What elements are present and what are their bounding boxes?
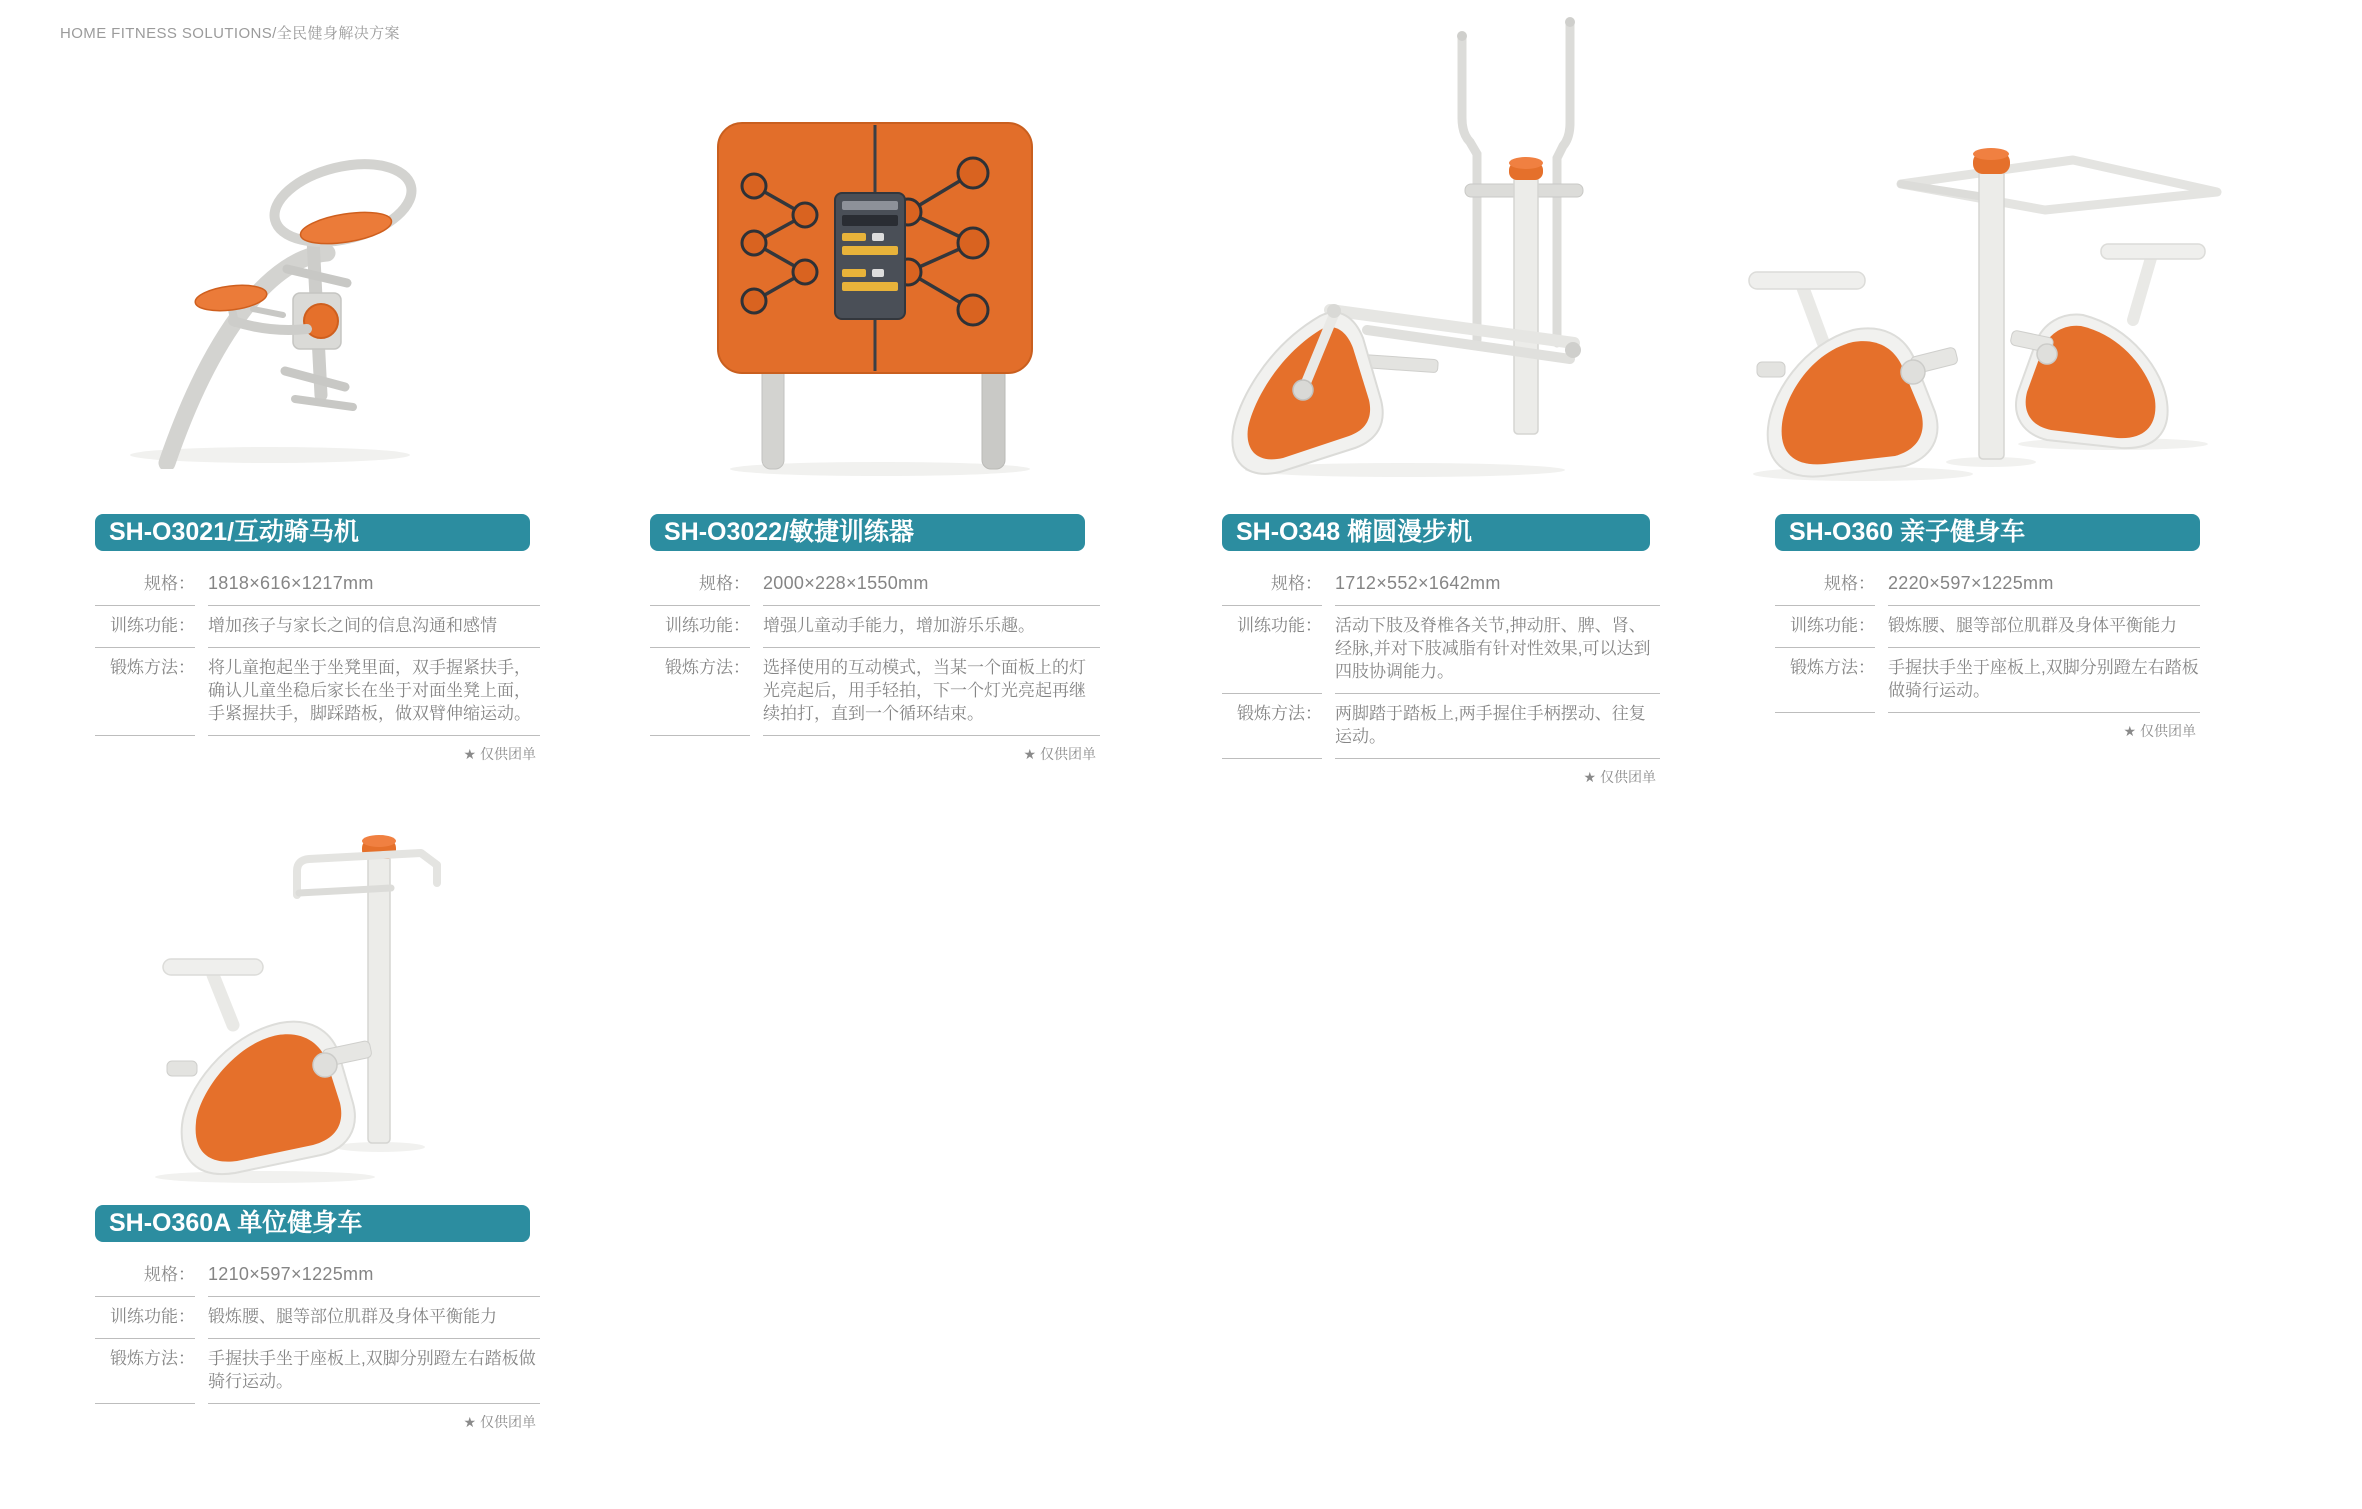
method-label: 锻炼方法： (1222, 694, 1322, 759)
method-label: 锻炼方法： (650, 648, 750, 736)
page-header: HOME FITNESS SOLUTIONS/全民健身解决方案 (60, 25, 400, 42)
product-title-bar: SH-O3022/敏捷训练器 (650, 514, 1085, 551)
method-row (1775, 648, 2200, 713)
training-label: 训练功能： (650, 606, 750, 648)
spec-label: 规格： (95, 564, 195, 606)
parent-child-bike-illustration (1743, 112, 2223, 482)
single-unit-bike-illustration (85, 803, 455, 1183)
method-value: 手握扶手坐于座板上,双脚分别蹬左右踏板做骑行运动。 (208, 1339, 540, 1404)
spec-row (95, 564, 540, 606)
product-image-riding-machine (95, 80, 540, 514)
product-image-agility-trainer (650, 80, 1100, 514)
training-label: 训练功能： (1775, 606, 1875, 648)
spec-label: 规格： (95, 1255, 195, 1297)
spec-value: 2000×228×1550mm (763, 564, 1100, 606)
group-order-note: ★ 仅供团单 (1023, 746, 1096, 762)
spec-row (1775, 564, 2200, 606)
spec-value: 1712×552×1642mm (1335, 564, 1660, 606)
spec-table (95, 564, 540, 764)
product-card-sh-o360a (95, 771, 540, 1432)
spec-row (650, 564, 1100, 606)
method-row (650, 648, 1100, 736)
product-title-bar: SH-O348 椭圆漫步机 (1222, 514, 1650, 551)
spec-value: 2220×597×1225mm (1888, 564, 2200, 606)
training-row (95, 1297, 540, 1339)
spec-table (1222, 564, 1660, 787)
training-value: 活动下肢及脊椎各关节,抻动肝、脾、肾、经脉,并对下肢减脂有针对性效果,可以达到四肢协调能力。 (1335, 606, 1660, 694)
training-row (95, 606, 540, 648)
method-value: 手握扶手坐于座板上,双脚分别蹬左右踏板做骑行运动。 (1888, 648, 2200, 713)
training-label: 训练功能： (95, 606, 195, 648)
product-title-bar: SH-O3021/互动骑马机 (95, 514, 530, 551)
training-row (1222, 606, 1660, 694)
method-row (95, 648, 540, 736)
method-row (1222, 694, 1660, 759)
method-row (95, 1339, 540, 1404)
spec-row (1222, 564, 1660, 606)
product-image-parent-child-bike (1775, 80, 2200, 514)
spec-label: 规格： (1222, 564, 1322, 606)
product-card-sh-o3022 (650, 80, 1100, 764)
method-label: 锻炼方法： (95, 648, 195, 736)
group-order-note: ★ 仅供团单 (1583, 769, 1656, 785)
spec-table (1775, 564, 2200, 741)
training-label: 训练功能： (1222, 606, 1322, 694)
training-value: 锻炼腰、腿等部位肌群及身体平衡能力 (1888, 606, 2200, 648)
training-value: 增加孩子与家长之间的信息沟通和感情 (208, 606, 540, 648)
elliptical-walker-illustration (1225, 8, 1650, 478)
spec-label: 规格： (1775, 564, 1875, 606)
training-label: 训练功能： (95, 1297, 195, 1339)
group-order-note: ★ 仅供团单 (463, 1414, 536, 1430)
method-value: 选择使用的互动模式，当某一个面板上的灯光亮起后，用手轻拍，下一个灯光亮起再继续拍打，直到一个循环结束。 (763, 648, 1100, 736)
product-card-sh-o360 (1775, 80, 2200, 741)
spec-label: 规格： (650, 564, 750, 606)
method-label: 锻炼方法： (1775, 648, 1875, 713)
spec-value: 1210×597×1225mm (208, 1255, 540, 1297)
training-value: 锻炼腰、腿等部位肌群及身体平衡能力 (208, 1297, 540, 1339)
agility-trainer-illustration (690, 87, 1050, 477)
training-value: 增强儿童动手能力，增加游乐乐趣。 (763, 606, 1100, 648)
spec-row (95, 1255, 540, 1297)
riding-machine-illustration (95, 99, 445, 469)
method-value: 两脚踏于踏板上,两手握住手柄摆动、往复运动。 (1335, 694, 1660, 759)
product-card-sh-o348 (1222, 80, 1660, 787)
product-title-bar: SH-O360A 单位健身车 (95, 1205, 530, 1242)
method-value: 将儿童抱起坐于坐凳里面，双手握紧扶手，确认儿童坐稳后家长在坐于对面坐凳上面，手紧握扶手，脚踩踏板，做双臂伸缩运动。 (208, 648, 540, 736)
spec-value: 1818×616×1217mm (208, 564, 540, 606)
product-image-single-bike (95, 771, 540, 1205)
group-order-note: ★ 仅供团单 (463, 746, 536, 762)
spec-table (650, 564, 1100, 764)
product-image-elliptical-walker (1222, 80, 1660, 514)
training-row (1775, 606, 2200, 648)
product-title-bar: SH-O360 亲子健身车 (1775, 514, 2200, 551)
product-card-sh-o3021 (95, 80, 540, 764)
training-row (650, 606, 1100, 648)
group-order-note: ★ 仅供团单 (2123, 723, 2196, 739)
spec-table (95, 1255, 540, 1432)
method-label: 锻炼方法： (95, 1339, 195, 1404)
